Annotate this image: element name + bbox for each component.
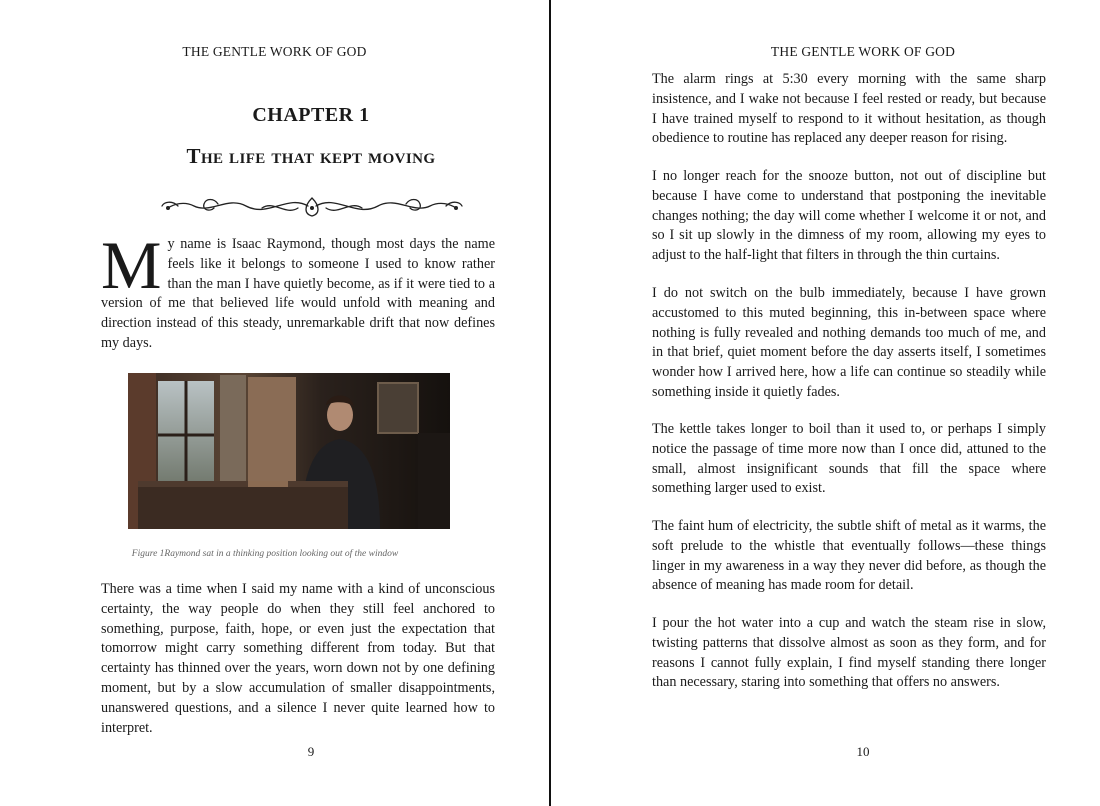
running-header: THE GENTLE WORK OF GOD [770, 44, 956, 59]
page-number: 9 [307, 744, 315, 759]
figure-photo [128, 373, 450, 529]
running-header: THE GENTLE WORK OF GOD [182, 44, 367, 59]
body-paragraph: I no longer reach for the snooze button, not out of discipline but because I have come to understand that postponing the inevitable changes nothing; the day will come whether I welcome it or not, and so I sit up slowly in the dimness of my room, allowing my eyes to adjust to the half-light that filters in through the thin curtains. [652, 168, 1046, 264]
opening-paragraph [101, 227, 495, 354]
body-paragraph: There was a time when I said my name with a kind of unconscious certainty, the way people do when they still feel anchored to something, purpose, faith, hope, or even just the expectation that tomorrow might carry something different from today. But that certainty has thinned over the years, worn down not by one defining moment, but by a slow accumulation of smaller disappointments, unanswered questions, and a silence I never quite learned how to interpret. [101, 581, 495, 736]
body-paragraph: The alarm rings at 5:30 every morning with the same sharp insistence, and I wake not because I feel rested or ready, but because I have trained myself to respond to it without hesitation, as though obedience to routine has replaced any deeper reason for rising. [652, 71, 1046, 147]
opening-paragraph-text: y name is Isaac Raymond, though most days the name feels like it belongs to someone I used to know rather than the man I have quietly become, as if it were tied to a version of me that believed life would unfold with meaning and direction instead of this steady, unremarkable drift that now defines my days. [101, 236, 495, 351]
drop-cap: M [101, 227, 162, 303]
figure-caption: Figure 1Raymond sat in a thinking position looking out of the window [131, 549, 399, 559]
left-page [0, 0, 549, 806]
body-paragraph: The faint hum of electricity, the subtle shift of metal as it warms, the soft prelude to the whistle that eventually follows—these things linger in my awareness in a way they never did before, as though the absence of meaning has made room for detail. [652, 518, 1046, 594]
body-paragraph: I do not switch on the bulb immediately, because I have grown accustomed to this muted beginning, this in-between space where nothing is fully revealed and nothing demands too much of me, and in that brief, quiet moment before the day asserts itself, I sometimes wonder how I arrived here, how a life can continue so steadily while something inside it quietly fades. [652, 285, 1046, 400]
ornament-divider-icon [158, 192, 466, 220]
body-paragraph: The kettle takes longer to boil than it used to, or perhaps I simply notice the passage of time more now than I once did, attuned to the small, almost insignificant sounds that fill the space where something larger used to exist. [652, 421, 1046, 497]
chapter-label: CHAPTER 1 [252, 104, 370, 126]
page-number: 10 [856, 744, 870, 759]
body-paragraph: I pour the hot water into a cup and watch the steam rise in slow, twisting patterns that dissolve almost as soon as they form, and for reasons I cannot fully explain, I find myself standing there longer than necessary, staring into something that offers no answers. [652, 615, 1046, 691]
page-divider [549, 0, 551, 806]
right-page [552, 0, 1100, 806]
chapter-title: The life that kept moving [186, 144, 436, 168]
